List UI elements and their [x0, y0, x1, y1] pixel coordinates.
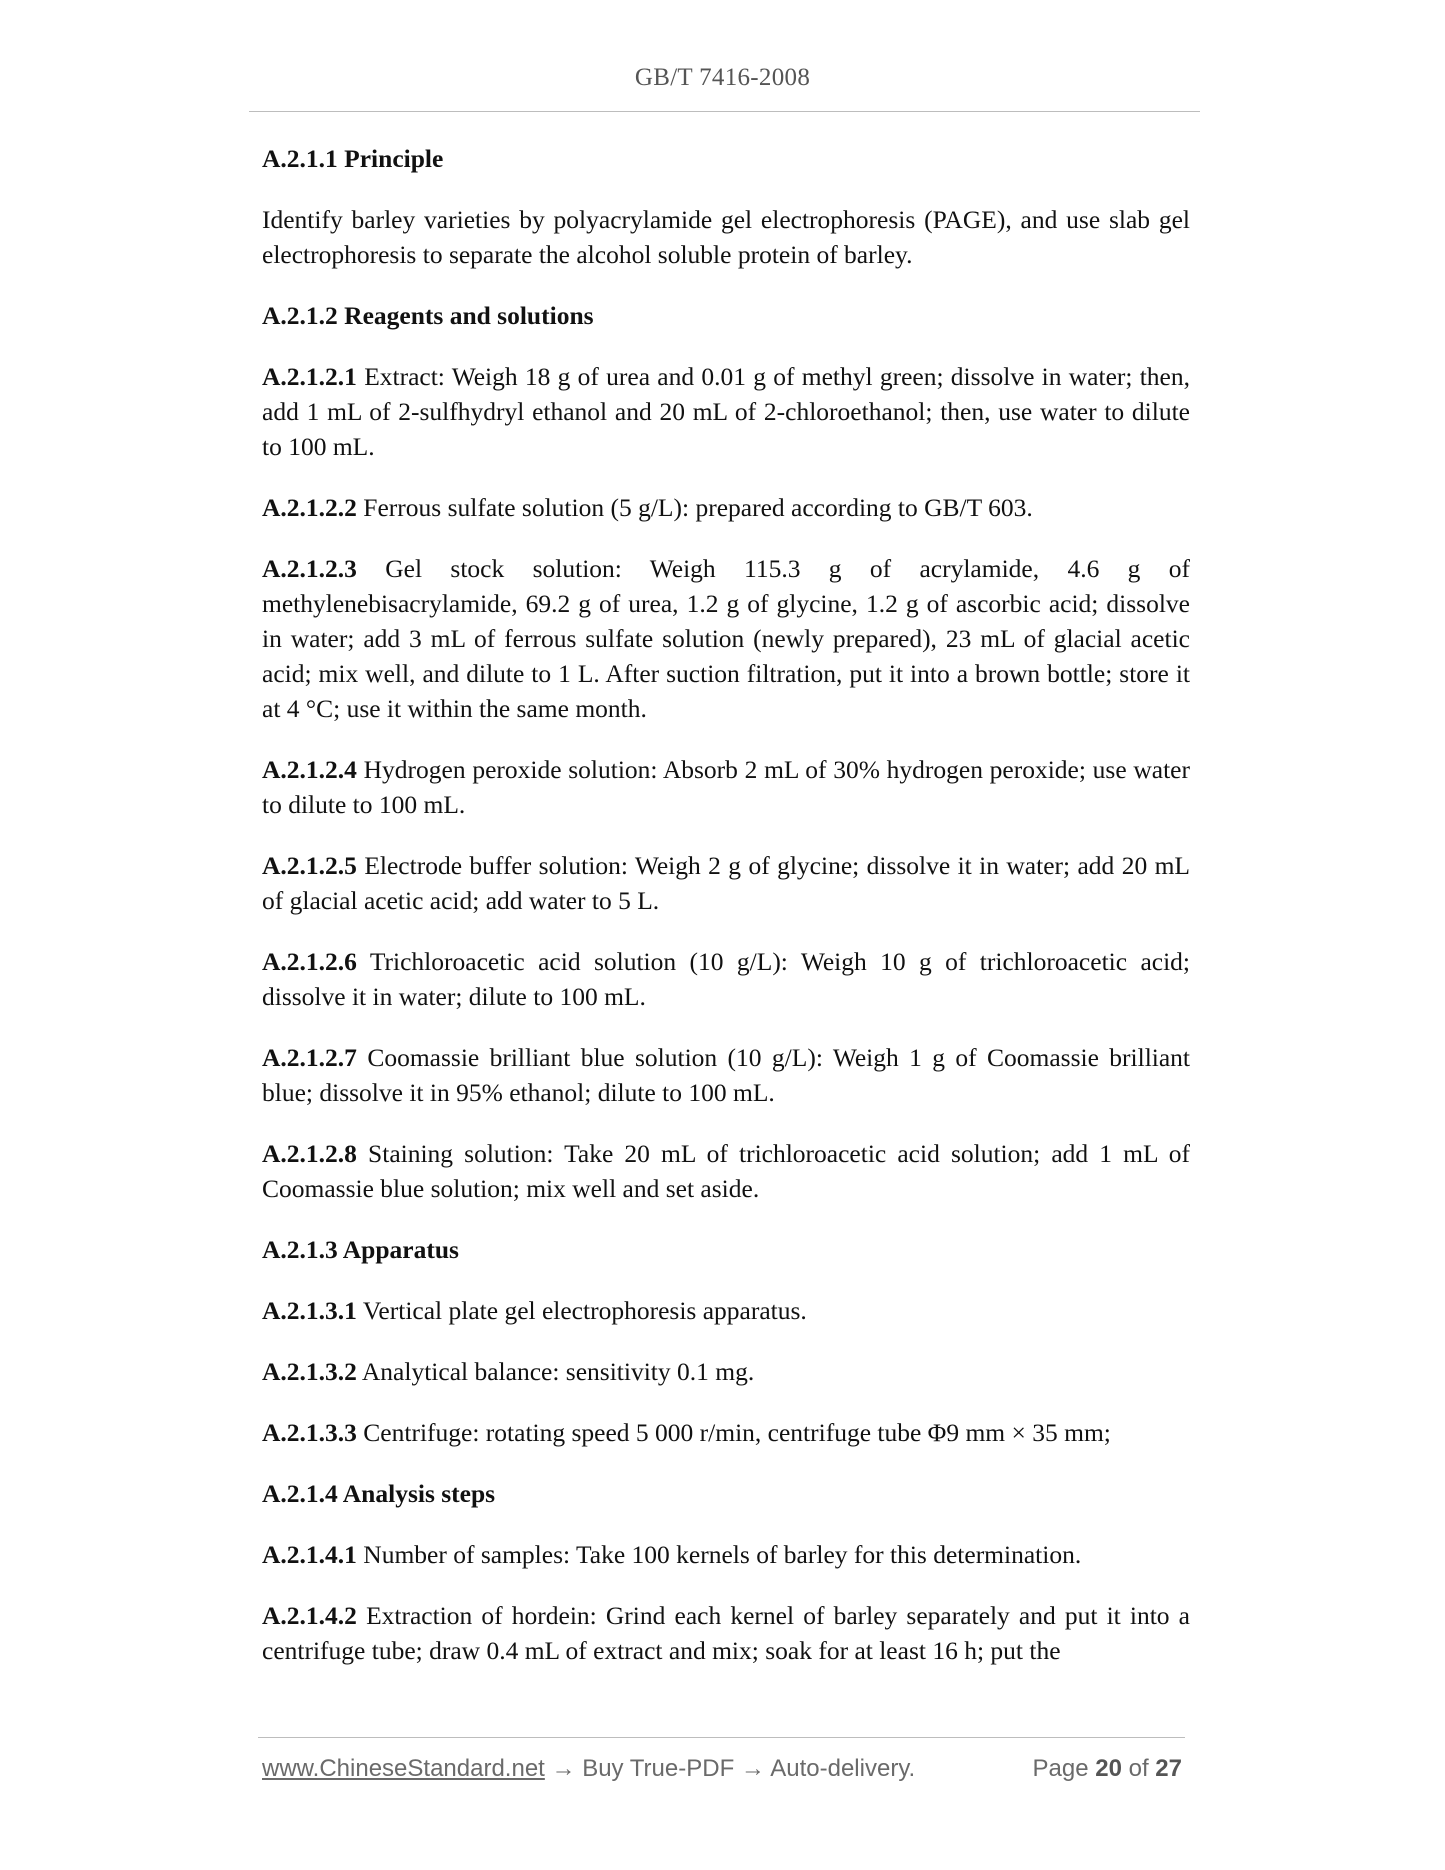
clause-number: A.2.1.4.2 [262, 1601, 357, 1630]
clause-paragraph [262, 1537, 1190, 1572]
section-heading: A.2.1.3 Apparatus [262, 1235, 459, 1264]
clause-text: Number of samples: Take 100 kernels of barley for this determination. [363, 1540, 1082, 1569]
clause-paragraph [262, 848, 1190, 918]
page-number [1033, 1754, 1183, 1784]
clause-text: Staining solution: Take 20 mL of trichloroacetic acid solution; add 1 mL of Coomassie blue solution; mix well and set aside. [262, 1139, 1190, 1203]
clause-number: A.2.1.3.3 [262, 1418, 357, 1447]
clause-text: Gel stock solution: Weigh 115.3 g of acrylamide, 4.6 g of methylenebisacrylamide, 69.2 g of urea, 1.2 g of glycine, 1.2 g of ascorbic acid; dissolve in water; add 3 mL of ferrous sulfate solution (newly prepared), 23 mL of glacial acetic acid; mix well, and dilute to 1 L. After suction filtration, put it into a brown bottle; store it at 4 °C; use it within the same month. [262, 554, 1190, 723]
clause-text: Trichloroacetic acid solution (10 g/L): Weigh 10 g of trichloroacetic acid; dissolve it in water; dilute to 100 mL. [262, 947, 1190, 1011]
header-divider [249, 111, 1200, 112]
clause-text: Analytical balance: sensitivity 0.1 mg. [361, 1357, 755, 1386]
clause-paragraph [262, 202, 1190, 272]
section-heading: A.2.1.1 Principle [262, 144, 444, 173]
clause-text: Extract: Weigh 18 g of urea and 0.01 g of methyl green; dissolve in water; then, add 1 mL of 2-sulfhydryl ethanol and 20 mL of 2-chloroethanol; then, use water to dilute to 100 mL. [262, 362, 1190, 461]
clause-paragraph [262, 1293, 1190, 1328]
section-heading: A.2.1.2 Reagents and solutions [262, 301, 594, 330]
clause-number: A.2.1.2.8 [262, 1139, 357, 1168]
clause-text: Identify barley varieties by polyacrylamide gel electrophoresis (PAGE), and use slab gel electrophoresis to separate the alcohol soluble protein of barley. [262, 205, 1190, 269]
clause-number: A.2.1.2.3 [262, 554, 357, 583]
document-body [262, 141, 1190, 1694]
clause-text: Hydrogen peroxide solution: Absorb 2 mL of 30% hydrogen peroxide; use water to dilute to 100 mL. [262, 755, 1190, 819]
section-heading: A.2.1.4 Analysis steps [262, 1479, 496, 1508]
clause-paragraph [262, 1598, 1190, 1668]
clause-paragraph [262, 359, 1190, 464]
clause-text: Centrifuge: rotating speed 5 000 r/min, centrifuge tube Φ9 mm × 35 mm; [363, 1418, 1111, 1447]
clause-text: Coomassie brilliant blue solution (10 g/L): Weigh 1 g of Coomassie brilliant blue; dissolve it in 95% ethanol; dilute to 100 mL. [262, 1043, 1191, 1107]
clause-text: Vertical plate gel electrophoresis apparatus. [362, 1296, 807, 1325]
clause-number: A.2.1.2.5 [262, 851, 357, 880]
page-total: 27 [1155, 1755, 1182, 1782]
arrow-right-icon: → [740, 1755, 765, 1782]
footer-divider [258, 1737, 1185, 1738]
clause-number: A.2.1.2.7 [262, 1043, 357, 1072]
clause-number: A.2.1.2.4 [262, 755, 357, 784]
clause-paragraph [262, 551, 1190, 726]
auto-delivery-text: Auto-delivery. [770, 1755, 916, 1782]
website-link[interactable]: www.ChineseStandard.net [262, 1755, 545, 1782]
clause-number: A.2.1.3.2 [262, 1357, 357, 1386]
clause-paragraph [262, 490, 1190, 525]
page-header-title: GB/T 7416-2008 [634, 64, 811, 91]
clause-text: Extraction of hordein: Grind each kernel of barley separately and put it into a centrifuge tube; draw 0.4 mL of extract and mix; soak for at least 16 h; put the [262, 1601, 1190, 1665]
clause-paragraph [262, 944, 1190, 1014]
clause-paragraph [262, 1040, 1190, 1110]
clause-text: Ferrous sulfate solution (5 g/L): prepared according to GB/T 603. [363, 493, 1033, 522]
page-current: 20 [1095, 1755, 1122, 1782]
clause-paragraph [262, 1354, 1190, 1389]
clause-number: A.2.1.3.1 [262, 1296, 357, 1325]
page-of-label: of [1128, 1755, 1149, 1782]
clause-text: Electrode buffer solution: Weigh 2 g of glycine; dissolve it in water; add 20 mL of glacial acetic acid; add water to 5 L. [262, 851, 1191, 915]
clause-paragraph [262, 752, 1190, 822]
clause-number: A.2.1.2.2 [262, 493, 357, 522]
page-label: Page [1032, 1755, 1089, 1782]
clause-paragraph [262, 1415, 1190, 1450]
clause-paragraph [262, 1136, 1190, 1206]
clause-number: A.2.1.4.1 [262, 1540, 357, 1569]
arrow-right-icon: → [551, 1755, 576, 1782]
clause-number: A.2.1.2.1 [262, 362, 357, 391]
buy-true-pdf-text: Buy True-PDF [582, 1755, 735, 1782]
footer-promo [262, 1754, 915, 1784]
clause-number: A.2.1.2.6 [262, 947, 357, 976]
